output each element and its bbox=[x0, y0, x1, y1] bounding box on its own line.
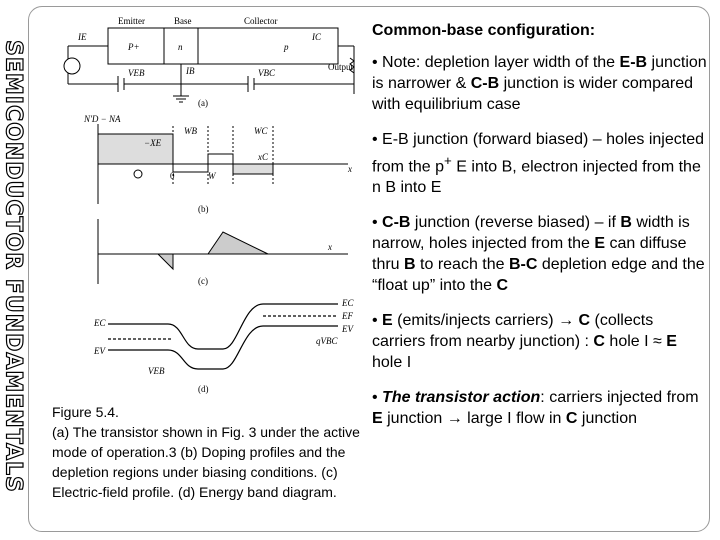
label-ef: EF bbox=[342, 311, 353, 321]
bullet-text: B bbox=[620, 214, 632, 232]
label-veb-d: VEB bbox=[148, 366, 165, 376]
bullet-text: C bbox=[565, 410, 578, 428]
bullet-text: to reach the bbox=[415, 256, 509, 274]
label-ic: IC bbox=[312, 32, 321, 42]
bullet-text: (collects carriers from nearby junction) : bbox=[372, 312, 654, 351]
label-ev-right: EV bbox=[342, 324, 353, 334]
bullet-text: + bbox=[444, 153, 452, 168]
bullet-text: B bbox=[404, 256, 416, 274]
label-p: p bbox=[284, 42, 289, 52]
caption-figure-number: Figure 5.4. bbox=[52, 404, 119, 420]
bullet-text: junction (reverse biased) – if bbox=[410, 214, 621, 232]
label-n: n bbox=[178, 42, 183, 52]
label-x-c: x bbox=[328, 242, 332, 252]
bullet-text: E bbox=[382, 312, 393, 330]
label-emitter: Emitter bbox=[118, 16, 145, 26]
bullet-text: : carriers injected from bbox=[540, 389, 699, 407]
slide-title: Common-base configuration: bbox=[372, 22, 596, 39]
bullet-text: width is narrow, holes injected from the bbox=[372, 214, 690, 253]
text-panel bbox=[372, 20, 707, 443]
bullet-text: E-B bbox=[619, 54, 648, 71]
electric-field-profile bbox=[98, 219, 348, 284]
bullet-text: E into B, electron injected from the n B into E bbox=[372, 158, 701, 197]
bullet-item bbox=[372, 52, 707, 115]
label-veb: VEB bbox=[128, 68, 145, 78]
energy-band-diagram bbox=[108, 304, 338, 369]
sidebar-title: SEMICONDUCTOR FUNDAMENTALS bbox=[0, 40, 26, 493]
bullet-item bbox=[372, 387, 707, 429]
bullet-text: C bbox=[578, 312, 591, 330]
bullet-marker: • bbox=[372, 389, 383, 407]
label-ev: EV bbox=[94, 346, 105, 356]
bullet-text: depletion edge and the “float up” into the bbox=[372, 256, 705, 295]
label-wb: WB bbox=[184, 126, 197, 136]
label-zero: 0 bbox=[170, 171, 175, 181]
circuit-diagram bbox=[64, 28, 354, 102]
doping-profile bbox=[98, 124, 348, 204]
label-b: (b) bbox=[198, 204, 209, 214]
bullet-item bbox=[372, 212, 707, 296]
label-wc: WC bbox=[254, 126, 268, 136]
bullet-text: C bbox=[593, 333, 605, 351]
bullet-text: B-C bbox=[508, 256, 538, 274]
label-output: Output bbox=[328, 62, 354, 72]
bullet-text: (emits/injects carriers) → bbox=[392, 312, 579, 330]
sidebar bbox=[0, 0, 26, 540]
label-c: (c) bbox=[198, 276, 208, 286]
bullet-text: E bbox=[372, 410, 383, 428]
bullet-text: hole I ≈ bbox=[604, 333, 667, 351]
label-d: (d) bbox=[198, 384, 209, 394]
label-x-b: x bbox=[348, 164, 352, 174]
bullet-text: junction is narrower & bbox=[372, 54, 707, 92]
label-ec: EC bbox=[94, 318, 106, 328]
bullet-marker: • bbox=[372, 312, 383, 330]
bullet-text: E bbox=[594, 235, 606, 253]
bullet-text: junction is wider compared with equilibrium case bbox=[372, 75, 694, 113]
caption-body: (a) The transistor shown in Fig. 3 under the active mode of operation.3 (b) Doping profiles and the depletion regions under biasing conditions. (c) Electric-field profile. (d) Energy band diagram. bbox=[52, 424, 360, 500]
bullet-marker: • bbox=[372, 54, 383, 71]
label-ec-right: EC bbox=[342, 298, 354, 308]
label-xc: xC bbox=[258, 152, 268, 162]
label-qvbc: qVBC bbox=[316, 336, 338, 346]
label-collector: Collector bbox=[244, 16, 278, 26]
label-ie: IE bbox=[78, 32, 87, 42]
bullet-text: junction → large I flow in bbox=[382, 410, 566, 428]
bullet-text: Note: depletion layer width of the bbox=[382, 54, 620, 71]
bullet-item bbox=[372, 310, 707, 373]
label-ib: IB bbox=[186, 66, 195, 76]
bullet-text: junction bbox=[577, 410, 638, 428]
label-neg-xe: −XE bbox=[144, 138, 162, 148]
bullet-marker: • bbox=[372, 214, 383, 232]
label-a: (a) bbox=[198, 98, 208, 108]
bullet-text: C-B bbox=[382, 214, 411, 232]
label-vbc: VBC bbox=[258, 68, 275, 78]
bullet-text: C bbox=[496, 277, 509, 295]
bullet-text: C-B bbox=[470, 75, 500, 92]
bullet-text: E bbox=[666, 333, 677, 351]
label-p-plus: P+ bbox=[128, 42, 140, 52]
bullet-list bbox=[372, 52, 707, 429]
transistor-figure bbox=[58, 14, 368, 406]
bullet-text: E-B junction (forward biased) – holes injected from the p bbox=[372, 131, 704, 176]
label-w: W bbox=[208, 171, 216, 181]
label-base: Base bbox=[174, 16, 192, 26]
bullet-marker: • bbox=[372, 131, 383, 148]
bullet-text: hole I bbox=[372, 354, 412, 372]
bullet-text: can diffuse thru bbox=[372, 235, 687, 274]
label-nd-na: N'D − NA bbox=[84, 114, 121, 124]
bullet-item bbox=[372, 129, 707, 198]
bullet-text: The transistor action bbox=[382, 389, 541, 407]
figure-caption bbox=[52, 402, 364, 502]
